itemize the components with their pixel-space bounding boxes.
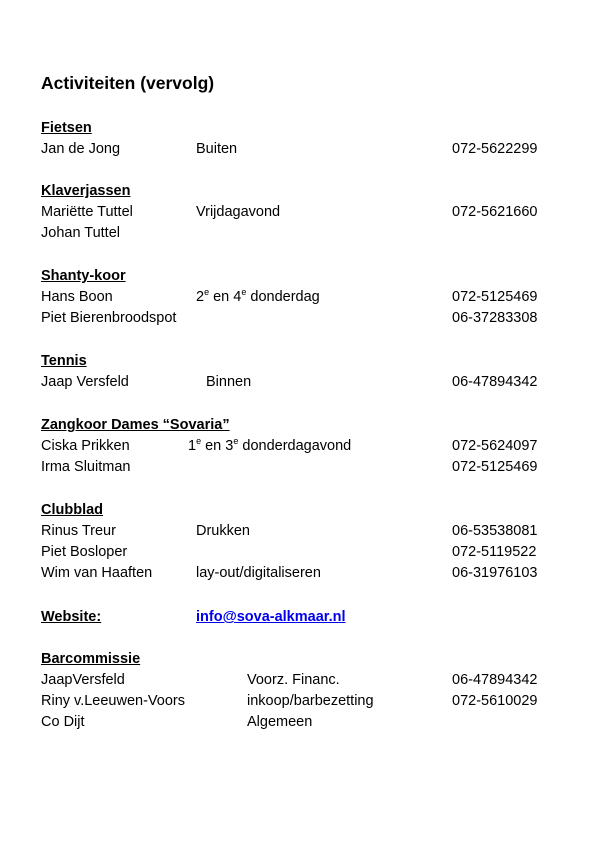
contact-name: Co Dijt [41, 714, 85, 731]
list-item [41, 372, 571, 393]
page-title: Activiteiten (vervolg) [41, 73, 215, 93]
list-item [41, 457, 571, 478]
contact-name: Jaap Versfeld [41, 374, 129, 390]
contact-name: Piet Bierenbroodspot [41, 310, 177, 327]
section-tennis [41, 351, 571, 393]
section-clubblad [41, 500, 571, 585]
activity-text: Drukken [196, 523, 250, 539]
section-heading: Klaverjassen [41, 183, 131, 199]
section-heading: Zangkoor Dames “Sovaria” [41, 417, 230, 433]
contact-name: Hans Boon [41, 289, 113, 305]
section-klaverjassen [41, 181, 571, 244]
activity-text: Vrijdagavond [196, 204, 281, 220]
list-item [41, 436, 571, 457]
list-item [41, 287, 571, 308]
contact-name: Ciska Prikken [41, 438, 130, 454]
phone-number: 06-47894342 [452, 374, 538, 390]
list-item [41, 670, 571, 691]
phone-number: 072-5622299 [452, 141, 538, 157]
activity-text: Binnen [206, 374, 252, 390]
phone-number: 072-5621660 [452, 204, 538, 220]
section-heading: Shanty-koor [41, 268, 126, 284]
contact-name: Riny v.Leeuwen-Voors [41, 693, 186, 710]
activity-text: 2e en 4e donderdag [196, 287, 320, 305]
phone-number: 072-5125469 [452, 459, 538, 476]
list-item [41, 202, 571, 223]
activity-text: lay-out/digitaliseren [196, 565, 321, 582]
phone-number: 06-53538081 [452, 523, 538, 539]
contact-name: Rinus Treur [41, 523, 116, 539]
phone-number: 06-31976103 [452, 565, 538, 582]
list-item [41, 308, 571, 329]
contact-name: Piet Bosloper [41, 544, 128, 561]
list-item [41, 139, 571, 160]
activity-text: 1e en 3e donderdagavond [188, 436, 352, 454]
activity-text: inkoop/barbezetting [247, 693, 374, 710]
section-heading: Barcommissie [41, 651, 141, 667]
phone-number: 072-5125469 [452, 289, 538, 305]
contact-name: Mariëtte Tuttel [41, 204, 133, 220]
contact-name: JaapVersfeld [41, 672, 125, 688]
phone-number: 072-5624097 [452, 438, 538, 454]
activity-text: Algemeen [247, 714, 313, 731]
contact-name: Irma Sluitman [41, 459, 131, 476]
section-website [41, 607, 571, 629]
section-fietsen [41, 118, 571, 160]
phone-number: 072-5119522 [452, 544, 537, 561]
phone-number: 072-5610029 [452, 693, 538, 710]
section-heading: Clubblad [41, 502, 104, 518]
section-heading: Tennis [41, 353, 87, 369]
activity-text: Voorz. Financ. [247, 672, 340, 688]
list-item [41, 563, 571, 584]
list-item [41, 691, 571, 712]
section-zangkoor [41, 415, 571, 478]
list-item [41, 521, 571, 542]
website-email-link[interactable]: info@sova-alkmaar.nl [196, 609, 346, 625]
list-item [41, 542, 571, 563]
phone-number: 06-37283308 [452, 310, 538, 327]
website-label: Website: [41, 609, 102, 625]
list-item [41, 712, 571, 733]
section-shanty-koor [41, 266, 571, 329]
list-item [41, 223, 571, 244]
activity-text: Buiten [196, 141, 238, 157]
contact-name: Johan Tuttel [41, 225, 120, 242]
section-heading: Fietsen [41, 120, 92, 136]
contact-name: Wim van Haaften [41, 565, 153, 582]
contact-name: Jan de Jong [41, 141, 121, 157]
phone-number: 06-47894342 [452, 672, 538, 688]
section-barcommissie [41, 649, 571, 734]
